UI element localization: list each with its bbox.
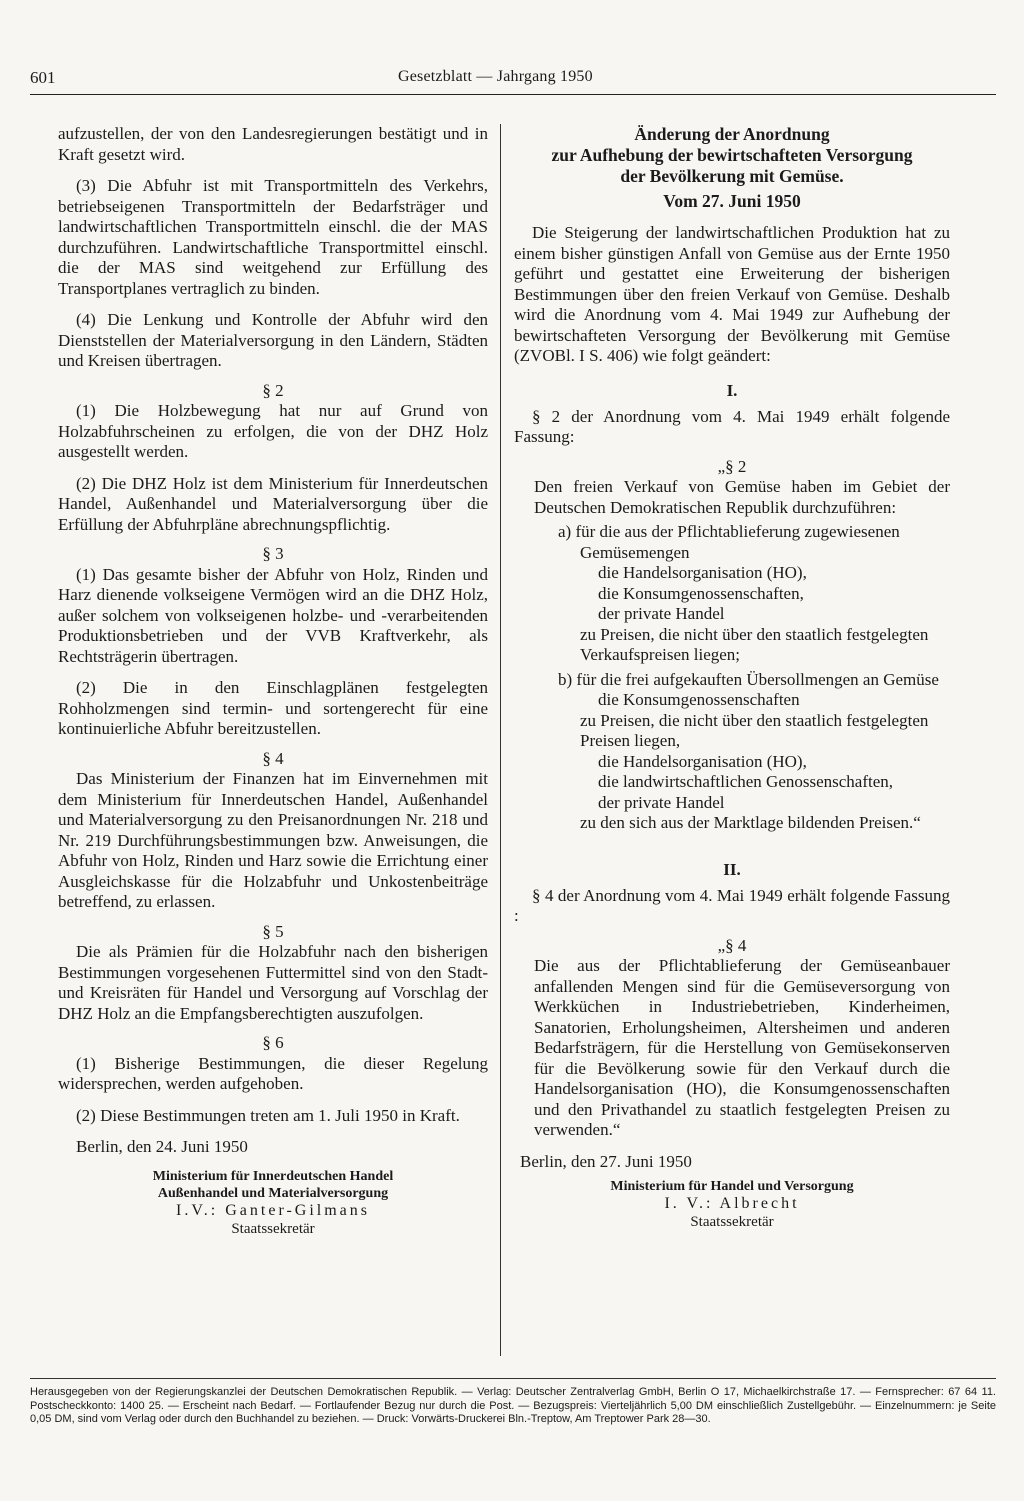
paragraph-4: Das Ministerium der Finanzen hat im Einvernehmen mit dem Ministerium für Innerdeutschen Handel, Außenhandel und Materialversorgung zu den Preisanordnungen Nr. 218 und Nr. 219 Durchführungsbestimmungen bzw. Anweisungen, die Abfuhr von Holz, Rinden und Harz sowie die Errichtung einer Ausgleichskasse für die Holzabfuhr und Unkostenbeiträge betreffend, zu erlassen. bbox=[58, 769, 488, 911]
roman-heading-2: II. bbox=[723, 859, 741, 879]
running-title: Gesetzblatt — Jahrgang 1950 bbox=[398, 68, 593, 85]
amendment-1-body: Den freien Verkauf von Gemüse haben im Gebiet der Deutschen Demokratischen Republik durchzuführen: bbox=[534, 477, 950, 517]
header-rule bbox=[30, 94, 996, 95]
section-heading-4: § 4 bbox=[262, 748, 284, 768]
amendment-2-lead: § 4 der Anordnung vom 4. Mai 1949 erhält folgende Fassung : bbox=[514, 885, 950, 925]
imprint-footer: Herausgegeben von der Regierungskanzlei der Deutschen Demokratischen Republik. — Verlag: Deutscher Zentralverlag GmbH, Berlin O 17, Michaelkirchstraße 17. — Fernsprecher: 67 64 11. Postscheckkonto: 1400 25. — Erscheint nach Bedarf. — Fortlaufender Bezug nur durch die Post. — Bezugspreis: Vierteljährlich 5,00 DM einschließlich Zustellgebühr. — Einzelnummern: je Seite 0,05 DM, sind vom Verlag oder durch den Buchhandel zu beziehen. — Druck: Vorwärts-Druckerei Bln.-Treptow, Am Treptower Park 28—30. bbox=[30, 1386, 996, 1425]
item-a-heading: a) für die aus der Pflichtablieferung zugewiesenen Gemüsemengen bbox=[558, 522, 900, 562]
amendment-2-section: „§ 4 bbox=[717, 935, 747, 955]
paragraph-6-2: (2) Diese Bestimmungen treten am 1. Juli 1950 in Kraft. bbox=[76, 1105, 460, 1125]
item-b-line-4: der private Handel bbox=[598, 792, 725, 812]
paragraph-1-3: (3) Die Abfuhr ist mit Transportmitteln des Verkehrs, betriebseigenen Transportmitteln der Bedarfsträger und landwirtschaftlichen Transportmitteln einschl. die der MAS durchzuführen. Landwirtschaftliche Transportmittel einschl. die der MAS sind weitgehend zur Erfüllung des Transportplanes vertraglich zu binden. bbox=[58, 176, 488, 298]
item-b-line-1: die Konsumgenossenschaften bbox=[598, 690, 800, 709]
paragraph-2-1: (1) Die Holzbewegung hat nur auf Grund von Holzabfuhrscheinen zu erfolgen, die von der DHZ Holz ausgestellt werden. bbox=[58, 401, 488, 461]
ministry-name-line-2: Außenhandel und Materialversorgung bbox=[157, 1185, 389, 1201]
paragraph-6-1: (1) Bisherige Bestimmungen, die dieser Regelung widersprechen, werden aufgehoben. bbox=[58, 1053, 488, 1093]
section-heading-3: § 3 bbox=[262, 544, 284, 563]
place-date: Berlin, den 27. Juni 1950 bbox=[520, 1151, 692, 1171]
amendment-1-section: „§ 2 bbox=[717, 456, 747, 476]
amendment-1-lead: § 2 der Anordnung vom 4. Mai 1949 erhält folgende Fassung: bbox=[514, 406, 950, 446]
article-date: Vom 27. Juni 1950 bbox=[663, 191, 801, 211]
paragraph-1-4: (4) Die Lenkung und Kontrolle der Abfuhr wird den Dienststellen der Materialversorgung in den Ländern, Städten und Kreisen übertragen. bbox=[58, 310, 488, 370]
signer-role: Staatssekretär bbox=[231, 1220, 315, 1237]
amendment-2-body: Die aus der Pflichtablieferung der Gemüseanbauer anfallenden Mengen sind für die Gemüseversorgung von Werkküchen in Industriebetrieben, Kinderheimen, Sanatorien, Erholungsheimen, Altersheimen und anderen Bedarfsträgern, für die Herstellung von Gemüsekonserven für die Bevölkerung sowie für den Verkauf durch die Handelsorganisation (HO), die Konsumgenossenschaften und den Privathandel zu staatlich festgelegten Preisen zu verwenden.“ bbox=[534, 956, 950, 1139]
place-date: Berlin, den 24. Juni 1950 bbox=[76, 1137, 248, 1156]
item-b-middle: zu Preisen, die nicht über den staatlich festgelegten Preisen liegen, bbox=[580, 710, 929, 750]
item-b-heading: b) für die frei aufgekauften Übersollmengen an Gemüse bbox=[558, 669, 939, 689]
item-b-line-2: die Handelsorganisation (HO), bbox=[598, 751, 807, 771]
item-a-line-1: die Handelsorganisation (HO), bbox=[598, 563, 807, 582]
article-title-line-2: zur Aufhebung der bewirtschafteten Versorgung bbox=[551, 145, 913, 165]
article-title-line-3: der Bevölkerung mit Gemüse. bbox=[620, 166, 844, 186]
page-number: 601 bbox=[30, 68, 56, 87]
roman-heading-1: I. bbox=[726, 380, 738, 400]
signer-role: Staatssekretär bbox=[690, 1214, 774, 1230]
paragraph-5: Die als Prämien für die Holzabfuhr nach den bisherigen Bestimmungen vorgesehenen Futtermittel sind von den Stadt- und Kreisräten für Handel und Versorgung auf Vorschlag der DHZ Holz an die Empfangsberechtigten auszufolgen. bbox=[58, 942, 488, 1023]
item-b-tail: zu den sich aus der Marktlage bildenden Preisen.“ bbox=[580, 813, 921, 832]
footer-rule bbox=[30, 1378, 996, 1379]
column-rule bbox=[500, 124, 501, 1356]
preamble: Die Steigerung der landwirtschaftlichen Produktion hat zu einem bisher günstigen Anfall von Gemüse aus der Ernte 1950 geführt und gestattet eine Erweiterung der bisherigen Bestimmungen über den freien Verkauf von Gemüse. Deshalb wird die Anordnung vom 4. Mai 1949 zur Aufhebung der bewirtschafteten Versorgung der Bevölkerung mit Gemüse (ZVOBl. I S. 406) wie folgt geändert: bbox=[514, 223, 950, 365]
section-heading-5: § 5 bbox=[262, 921, 284, 941]
right-column bbox=[514, 124, 950, 1231]
section-heading-2: § 2 bbox=[262, 380, 284, 400]
item-a-line-3: der private Handel bbox=[598, 604, 725, 623]
ministry-name-line-1: Ministerium für Innerdeutschen Handel bbox=[152, 1168, 394, 1184]
item-a-line-2: die Konsumgenossenschaften, bbox=[598, 583, 804, 603]
section-heading-6: § 6 bbox=[262, 1033, 284, 1052]
item-a-tail: zu Preisen, die nicht über den staatlich festgelegten Verkaufspreisen liegen; bbox=[580, 624, 929, 664]
paragraph-3-1: (1) Das gesamte bisher der Abfuhr von Holz, Rinden und Harz dienende volkseigene Vermögen wird an die DHZ Holz, außer solchem von volkseigenen holzbe- und -verarbeitenden Produktionsbetrieben und der VVB Kraftverkehr, als Rechtsträgerin übertragen. bbox=[58, 564, 488, 666]
signer-name: I. V.: Albrecht bbox=[664, 1195, 800, 1212]
paragraph-continuation: aufzustellen, der von den Landesregierungen bestätigt und in Kraft gesetzt wird. bbox=[58, 124, 488, 164]
signer-name: I.V.: Ganter-Gilmans bbox=[175, 1201, 371, 1219]
paragraph-2-2: (2) Die DHZ Holz ist dem Ministerium für Innerdeutschen Handel, Außenhandel und Materialversorgung über die Erfüllung der Abfuhrpläne abrechnungspflichtig. bbox=[58, 473, 488, 534]
paragraph-3-2: (2) Die in den Einschlagplänen festgelegten Rohholzmengen sind termin- und sortengerecht für eine kontinuierliche Abfuhr bereitzustellen. bbox=[58, 678, 488, 738]
item-b-line-3: die landwirtschaftlichen Genossenschaften, bbox=[598, 772, 894, 791]
left-column bbox=[58, 124, 488, 1238]
article-title-line-1: Änderung der Anordnung bbox=[634, 124, 830, 144]
ministry-name: Ministerium für Handel und Versorgung bbox=[610, 1179, 854, 1194]
